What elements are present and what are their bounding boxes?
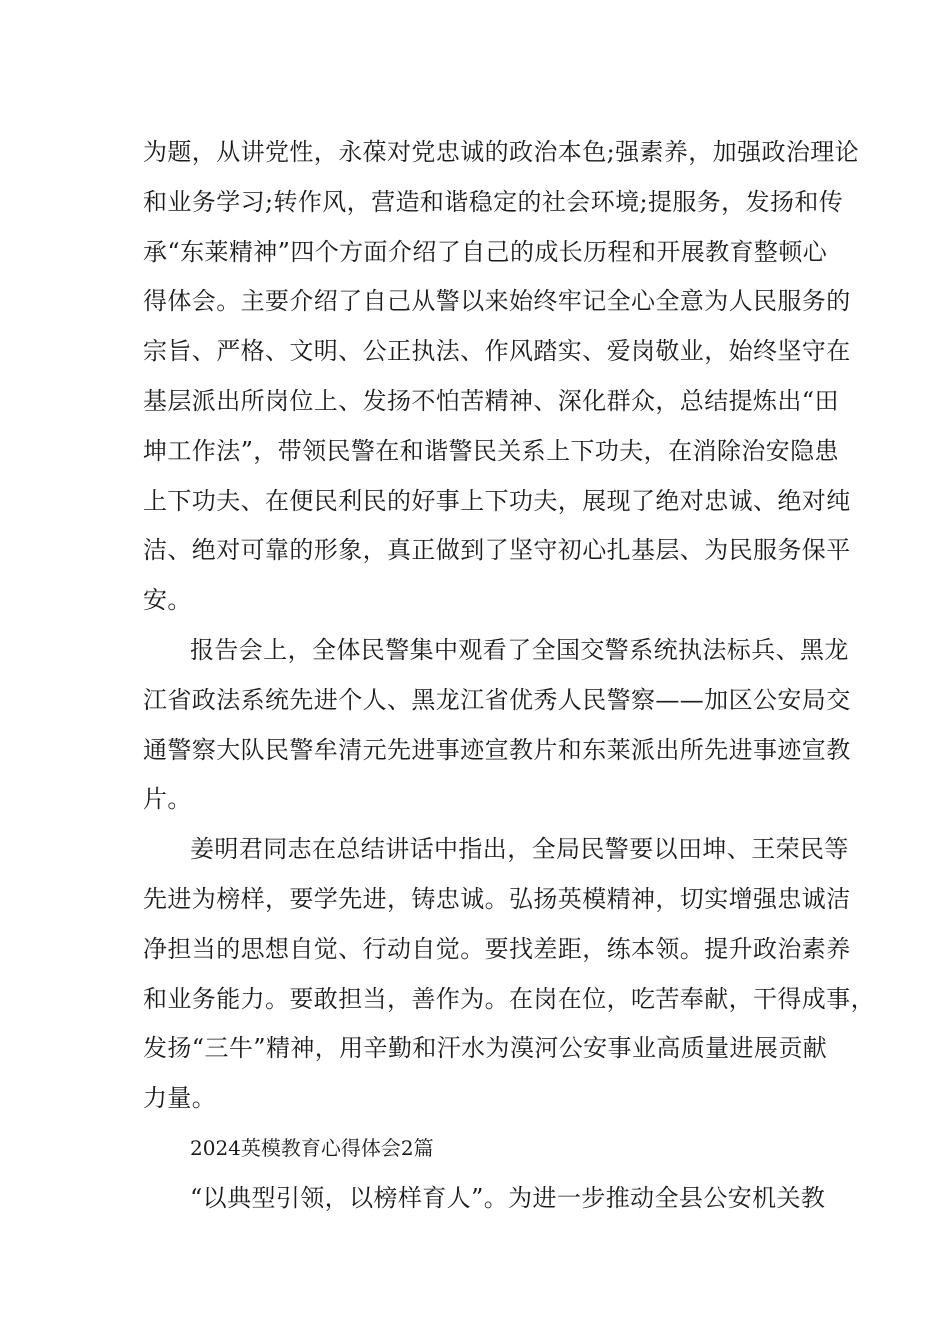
text-line: 上下功夫、在便民利民的好事上下功夫，展现了绝对忠诚、绝对纯 [143, 486, 851, 515]
text-line: 先进为榜样，要学先进，铸忠诚。弘扬英模精神，切实增强忠诚洁 [143, 884, 851, 913]
paragraph-4 [143, 1174, 826, 1224]
text-line: 片。 [143, 785, 192, 814]
document-body [143, 128, 875, 1224]
text-line: 宗旨、严格、文明、公正执法、作风踏实、爱岗敬业，始终坚守在 [143, 337, 851, 366]
text-line: 安。 [143, 586, 192, 615]
text-line: 通警察大队民警牟清元先进事迹宣教片和东莱派出所先进事迹宣教 [143, 735, 851, 764]
text-line: 得体会。主要介绍了自己从警以来始终牢记全心全意为人民服务的 [143, 287, 851, 316]
text-line: 报告会上，全体民警集中观看了全国交警系统执法标兵、黑龙 [190, 635, 849, 664]
text-line: 洁、绝对可靠的形象，真正做到了坚守初心扎基层、为民服务保平 [143, 536, 851, 565]
text-line: 和业务学习;转作风，营造和谐稳定的社会环境;提服务，发扬和传 [143, 187, 844, 216]
text-line: 和业务能力。要敢担当，善作为。在岗在位，吃苦奉献，干得成事， [143, 984, 875, 1013]
text-line: 承“东莱精神”四个方面介绍了自己的成长历程和开展教育整顿心 [143, 237, 828, 266]
text-line: 姜明君同志在总结讲话中指出，全局民警要以田坤、王荣民等 [190, 835, 849, 864]
text-line: 发扬“三牛”精神，用辛勤和汗水为漠河公安事业高质量进展贡献 [143, 1034, 828, 1063]
section-heading: 2024英模教育心得体会2篇 [190, 1135, 434, 1160]
text-line: 坤工作法”，带领民警在和谐警民关系上下功夫，在消除治安隐患 [143, 436, 839, 465]
paragraph-1 [143, 128, 860, 626]
text-line: 净担当的思想自觉、行动自觉。要找差距，练本领。提升政治素养 [143, 934, 851, 963]
paragraph-3 [143, 825, 875, 1124]
text-line: 基层派出所岗位上、发扬不怕苦精神、深化群众，总结提炼出“田 [143, 386, 839, 415]
text-line: 为题，从讲党性，永葆对党忠诚的政治本色;强素养，加强政治理论 [143, 138, 860, 166]
text-line: 力量。 [143, 1084, 217, 1113]
paragraph-2 [143, 626, 851, 825]
text-line: “以典型引领，以榜样育人”。为进一步推动全县公安机关教 [190, 1183, 826, 1212]
text-line: 江省政法系统先进个人、黑龙江省优秀人民警察——加区公安局交 [143, 685, 851, 714]
